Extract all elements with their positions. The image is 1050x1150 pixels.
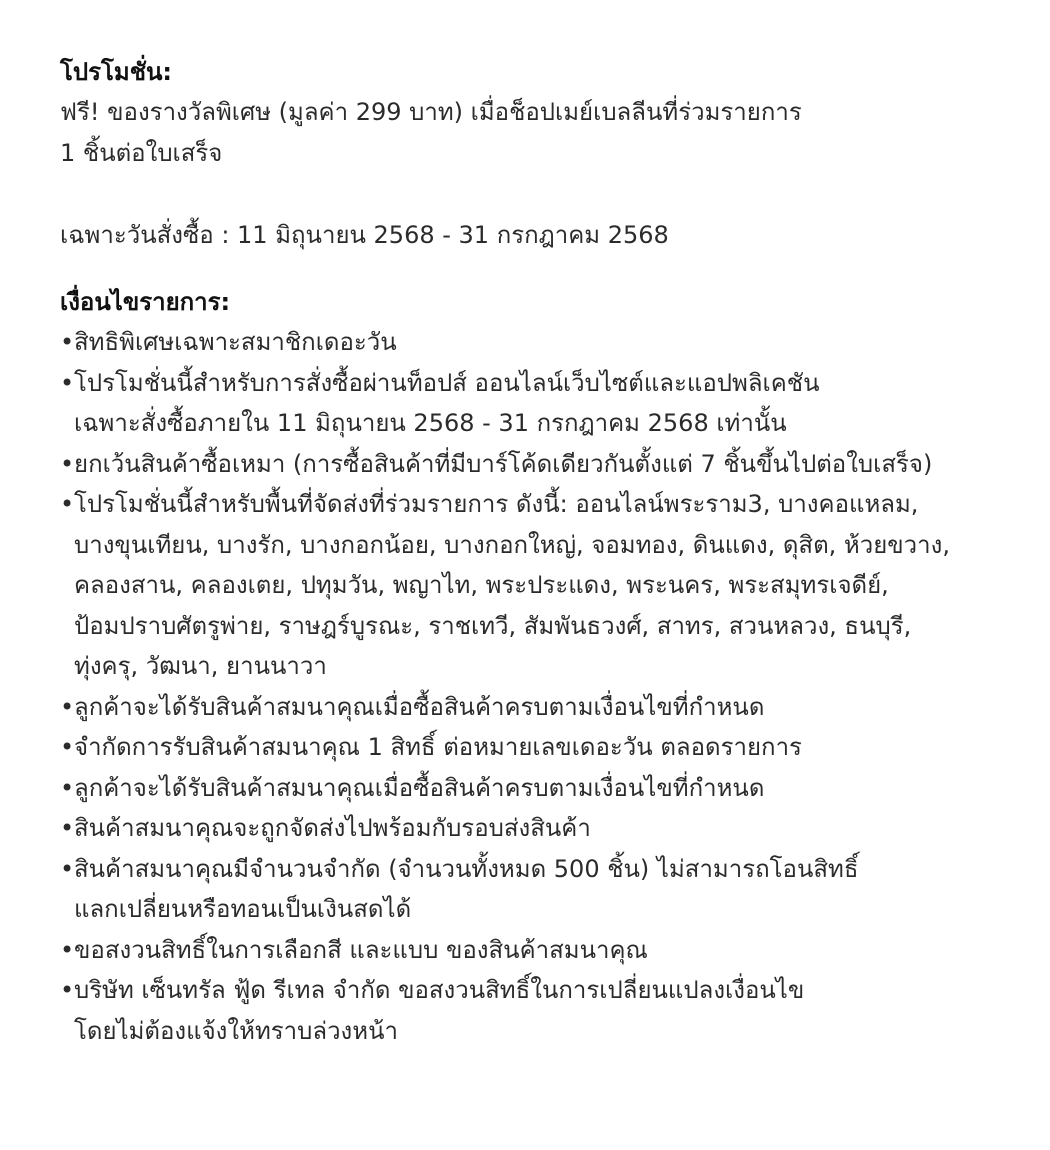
condition-text	[74, 727, 802, 768]
condition-text-line: ขอสงวนสิทธิ์ในการเลือกสี และแบบ ของสินค้าสมนาคุณ	[74, 935, 648, 964]
promotion-description-line-1: ฟรี! ของรางวัลพิเศษ (มูลค่า 299 บาท) เมื่อช็อปเมย์เบลลีนที่ร่วมรายการ	[60, 98, 802, 126]
condition-text-line: ยกเว้นสินค้าซื้อเหมา (การซื้อสินค้าที่มีบาร์โค้ดเดียวกันตั้งแต่ 7 ชิ้นขึ้นไปต่อใบเสร็จ)	[74, 449, 933, 478]
condition-text-line: แลกเปลี่ยนหรือทอนเป็นเงินสดได้	[74, 895, 412, 923]
condition-item	[60, 444, 1010, 485]
promotion-description-line-2: 1 ชิ้นต่อใบเสร็จ	[60, 139, 223, 167]
promotion-date-range: เฉพาะวันสั่งซื้อ : 11 มิถุนายน 2568 - 31 กรกฎาคม 2568	[60, 221, 669, 249]
condition-text-line: สินค้าสมนาคุณจะถูกจัดส่งไปพร้อมกับรอบส่งสินค้า	[74, 814, 591, 842]
bullet-icon: •	[60, 854, 75, 883]
condition-text	[74, 484, 950, 687]
condition-text-line: จำกัดการรับสินค้าสมนาคุณ 1 สิทธิ์ ต่อหมายเลขเดอะวัน ตลอดรายการ	[74, 733, 802, 761]
condition-item	[60, 808, 1010, 849]
condition-text-line: โดยไม่ต้องแจ้งให้ทราบล่วงหน้า	[74, 1016, 398, 1045]
condition-item	[60, 363, 1010, 444]
bullet-icon: •	[60, 692, 75, 721]
condition-item	[60, 322, 1010, 363]
condition-text	[74, 687, 764, 728]
condition-text	[74, 444, 932, 485]
conditions-heading: เงื่อนไขรายการ:	[60, 288, 231, 316]
condition-text-line: โปรโมชั่นนี้สำหรับพื้นที่จัดส่งที่ร่วมรายการ ดังนี้: ออนไลน์พระราม3, บางคอแหลม,	[74, 490, 919, 518]
condition-text-line: สินค้าสมนาคุณมีจำนวนจำกัด (จำนวนทั้งหมด 500 ชิ้น) ไม่สามารถโอนสิทธิ์	[74, 854, 859, 883]
bullet-icon: •	[60, 976, 75, 1004]
condition-item	[60, 768, 1010, 809]
bullet-icon: •	[60, 733, 75, 761]
condition-text	[74, 322, 397, 363]
condition-text-line: เฉพาะสั่งซื้อภายใน 11 มิถุนายน 2568 - 31 กรกฎาคม 2568 เท่านั้น	[74, 409, 787, 437]
condition-text-line: บางขุนเทียน, บางรัก, บางกอกน้อย, บางกอกใหญ่, จอมทอง, ดินแดง, ดุสิต, ห้วยขวาง,	[74, 530, 950, 559]
condition-text	[74, 970, 804, 1051]
condition-item	[60, 687, 1010, 728]
condition-item	[60, 970, 1010, 1051]
condition-item	[60, 727, 1010, 768]
spacer	[60, 256, 1010, 282]
condition-text-line: ป้อมปราบศัตรูพ่าย, ราษฎร์บูรณะ, ราชเทวี, สัมพันธวงศ์, สาทร, สวนหลวง, ธนบุรี,	[74, 611, 912, 640]
bullet-icon: •	[60, 935, 75, 964]
condition-text-line: โปรโมชั่นนี้สำหรับการสั่งซื้อผ่านท็อปส์ ออนไลน์เว็บไซต์และแอปพลิเคชัน	[74, 368, 820, 397]
condition-text-line: ทุ่งครุ, วัฒนา, ยานนาวา	[74, 652, 327, 680]
condition-text	[74, 363, 820, 444]
bullet-icon: •	[60, 368, 75, 397]
conditions-list	[60, 322, 1010, 1051]
condition-text-line: ลูกค้าจะได้รับสินค้าสมนาคุณเมื่อซื้อสินค้าครบตามเงื่อนไขที่กำหนด	[74, 773, 765, 802]
spacer	[60, 174, 1010, 215]
condition-text	[74, 808, 591, 849]
condition-item	[60, 849, 1010, 930]
condition-text	[74, 849, 858, 930]
bullet-icon: •	[60, 490, 75, 518]
condition-text-line: บริษัท เซ็นทรัล ฟู้ด รีเทล จำกัด ขอสงวนสิทธิ์ในการเปลี่ยนแปลงเงื่อนไข	[74, 976, 805, 1004]
promotion-heading: โปรโมชั่น:	[60, 58, 173, 86]
condition-text-line: ลูกค้าจะได้รับสินค้าสมนาคุณเมื่อซื้อสินค้าครบตามเงื่อนไขที่กำหนด	[74, 692, 765, 721]
bullet-icon: •	[60, 328, 75, 356]
condition-text	[74, 930, 648, 971]
bullet-icon: •	[60, 449, 75, 478]
bullet-icon: •	[60, 773, 75, 802]
condition-text-line: สิทธิพิเศษเฉพาะสมาชิกเดอะวัน	[74, 328, 397, 356]
condition-item	[60, 930, 1010, 971]
condition-item	[60, 484, 1010, 687]
condition-text-line: คลองสาน, คลองเตย, ปทุมวัน, พญาไท, พระประแดง, พระนคร, พระสมุทรเจดีย์,	[74, 571, 889, 599]
bullet-icon: •	[60, 814, 75, 842]
condition-text	[74, 768, 764, 809]
